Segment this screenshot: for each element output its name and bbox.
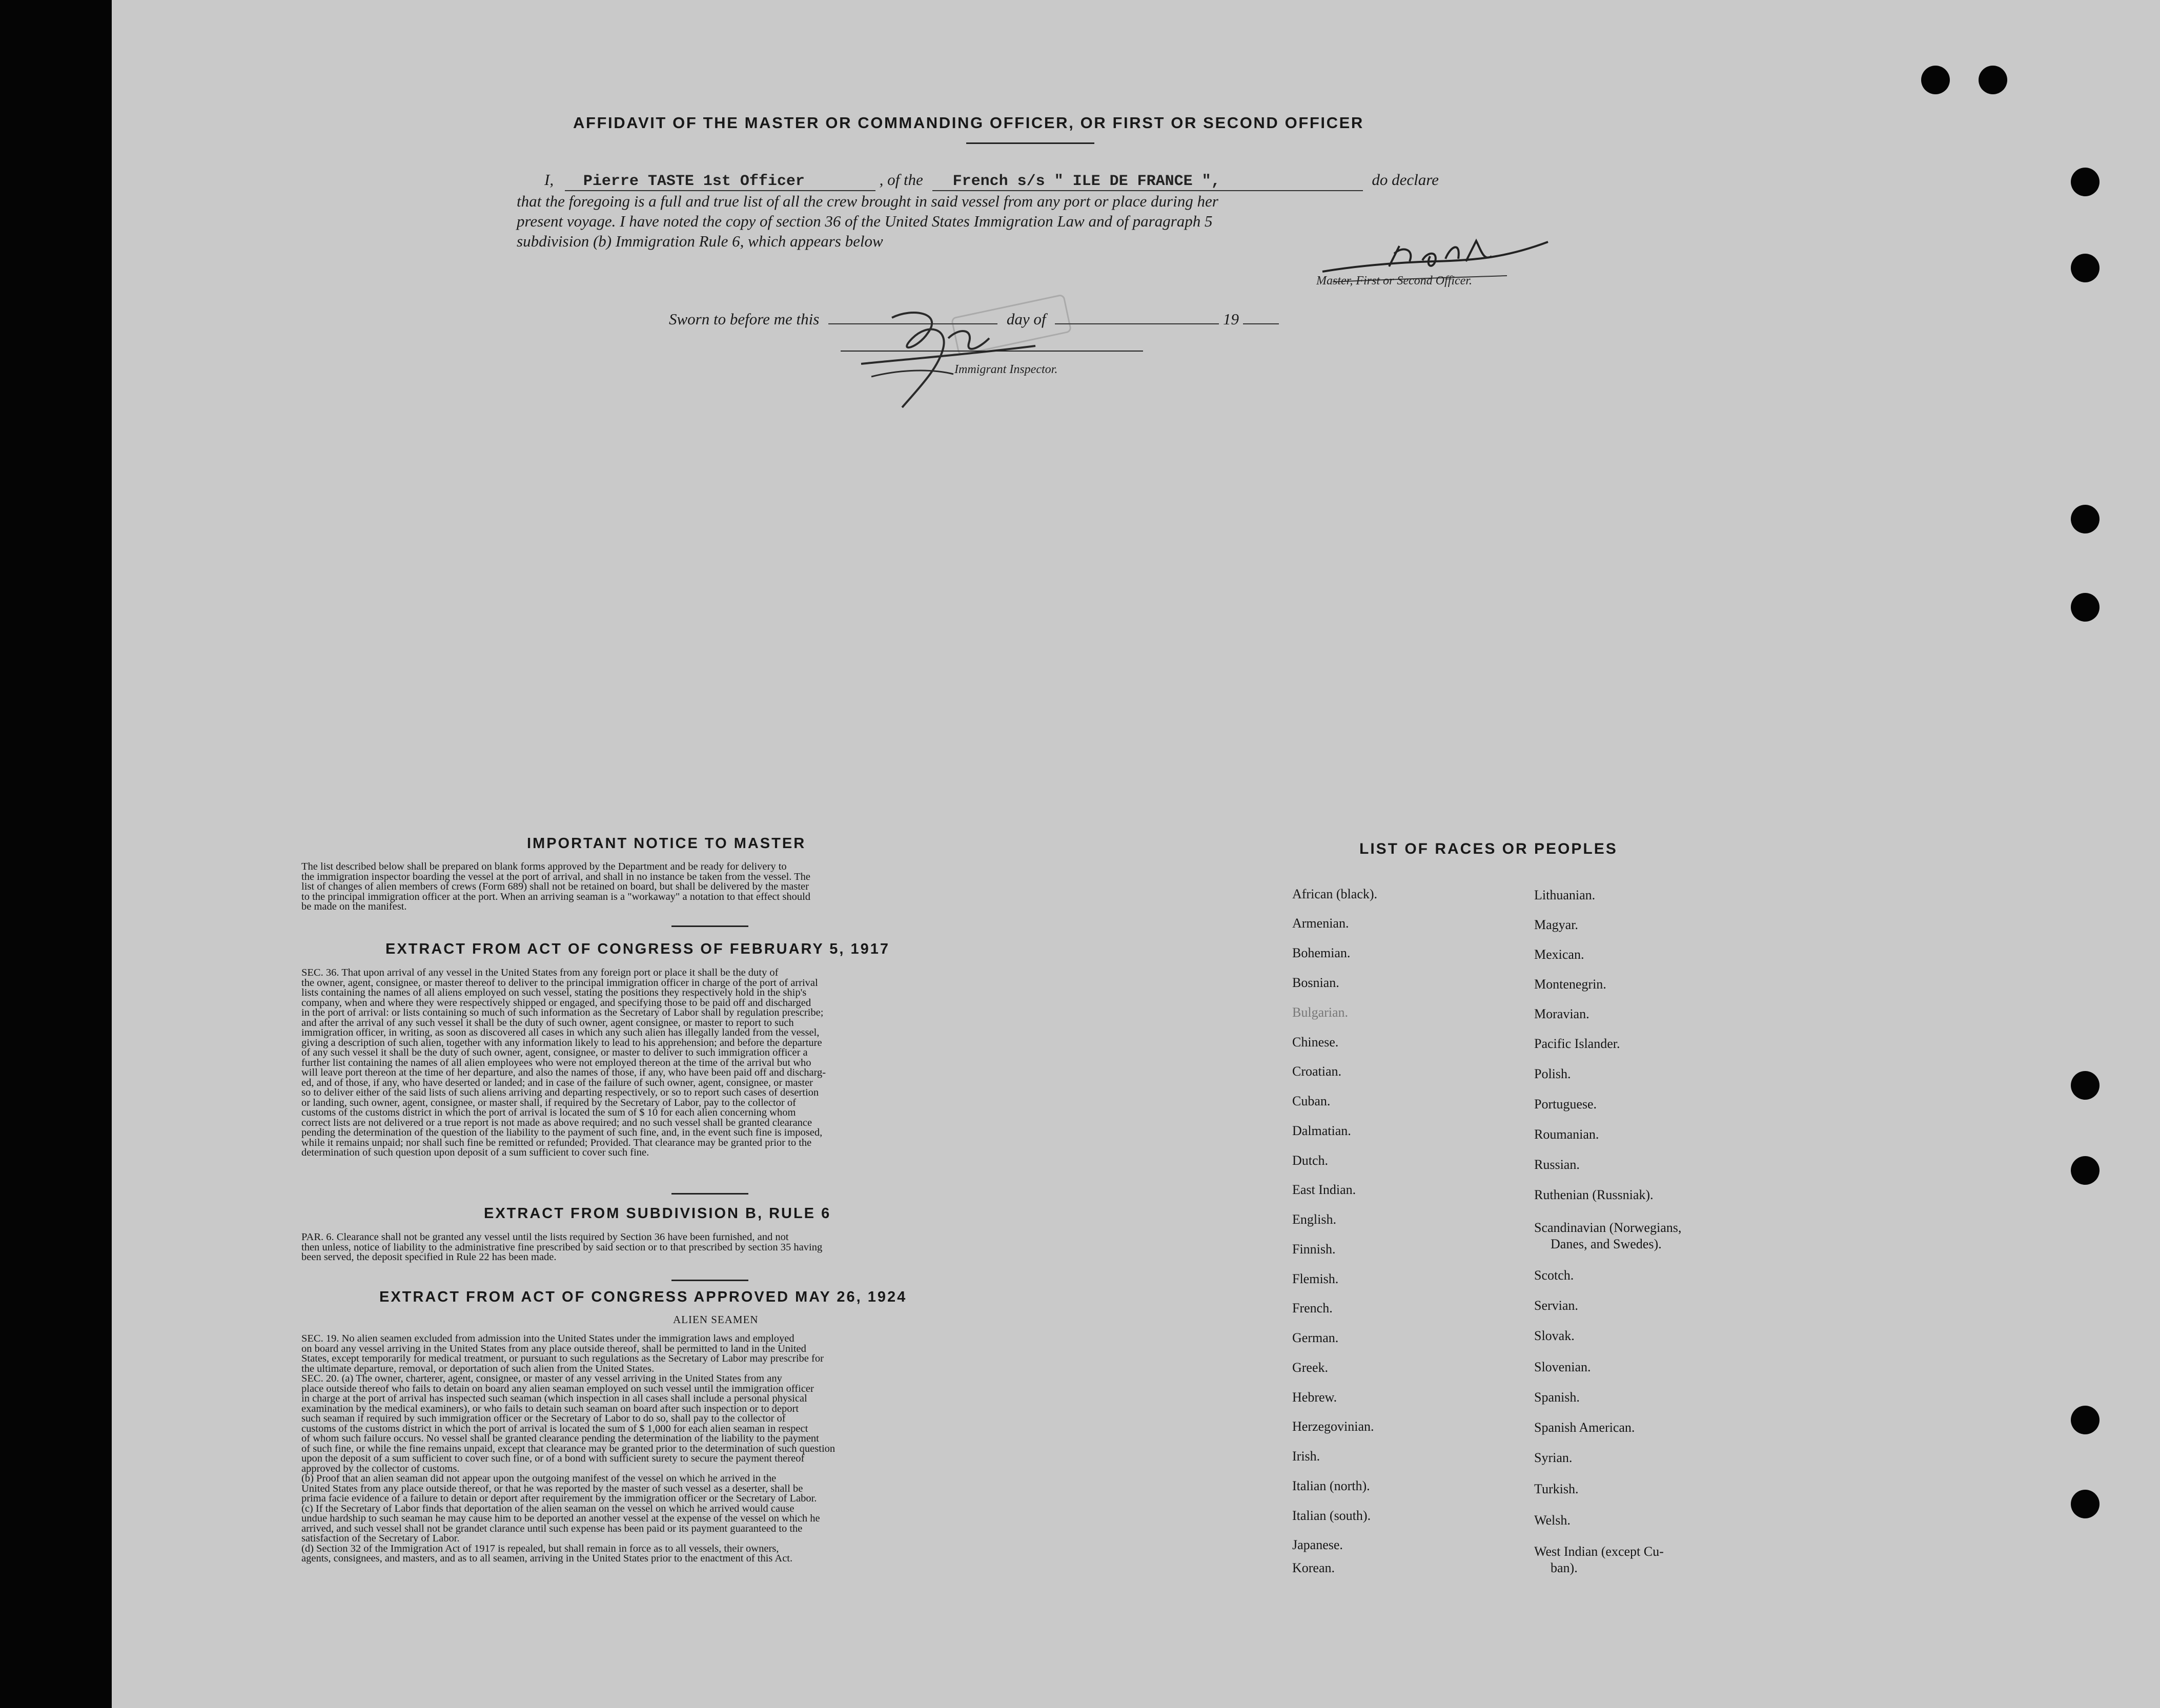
affidavit-title-rule [966,142,1094,144]
inspector-caption: Immigrant Inspector. [954,363,1058,376]
sworn-day-of: day of [1006,310,1046,328]
race-item: Irish. [1292,1449,1320,1464]
race-item: ban). [1551,1560,1578,1575]
scan-border-left [0,0,112,1708]
race-item: Servian. [1534,1298,1578,1313]
inspector-signature [841,297,1056,420]
race-item: Pacific Islander. [1534,1036,1620,1051]
race-item: Slovak. [1534,1328,1575,1343]
affidavit-line-1 [544,171,1439,191]
extract-1917-title: EXTRACT FROM ACT OF CONGRESS OF FEBRUARY 5, 1917 [385,941,890,957]
affidavit-do-declare: do declare [1372,171,1439,189]
punch-hole [2071,1156,2100,1185]
vessel-name-typed: French s/s " ILE DE FRANCE ", [952,173,1220,190]
race-item: African (black). [1292,887,1378,901]
race-item: Ruthenian (Russniak). [1534,1187,1654,1202]
race-item: Danes, and Swedes). [1551,1237,1662,1251]
race-item: German. [1292,1330,1339,1345]
affidavit-line-2: that the foregoing is a full and true list of all the crew brought in said vessel from any port or place during her [517,192,1218,210]
race-item: English. [1292,1212,1336,1227]
race-item: Bohemian. [1292,945,1351,960]
punch-hole [1979,66,2007,94]
notice-rule [671,925,748,927]
race-item: Bosnian. [1292,975,1339,990]
affidavit-line-3: present voyage. I have noted the copy of section 36 of the United States Immigration Law and of paragraph 5 [517,212,1213,230]
race-item: Welsh. [1534,1513,1571,1528]
punch-hole [2071,593,2100,622]
race-item: Spanish. [1534,1390,1580,1405]
sworn-prefix: Sworn to before me this [669,310,820,328]
race-item: Bulgarian. [1292,1005,1349,1020]
race-item: French. [1292,1301,1333,1315]
race-item: Chinese. [1292,1035,1339,1050]
race-item: Scandinavian (Norwegians, [1534,1220,1682,1235]
inspector-line [841,351,1143,352]
race-item: Moravian. [1534,1006,1590,1021]
race-item: Turkish. [1534,1481,1579,1496]
punch-hole [2071,1406,2100,1434]
extract-1917-body: SEC. 36. That upon arrival of any vessel in the United States from any foreign port or place it shall be the duty of the owner, agent, consignee, or master thereof to deliver to the principal immigration officer in charge of the port of arrival lists containing the names of all aliens employed on such vessel, stating the positions they respectively hold in the ship's company, when and where they were respectively shipped or engaged, and specifying those to be paid off and discharged in the port of arrival: or lists containing so much of such information as the Secretary of Labor shall by regulation prescribe; and after the arrival of any such vessel it shall be the duty of such owner, agent consignee, or master to report to such immigration officer, in writing, as soon as discovered all cases in which any such alien has illegally landed from the vessel, giving a description of such alien, together with any information likely to lead to his apprehension; and before the departure of any such vessel it shall be the duty of such owner, agent, consignee, or master to deliver to such immigration officer a further list containing the names of all alien employees who were not employed thereon at the time of the arrival but who will leave port thereon at the time of her departure, and also the names of those, if any, who have been paid off and discharg- ed, and of those, if any, who have deserted or landed; and in case of the failure of such owner, agent, consignee, or master so to deliver either of the said lists of such aliens arriving and departing respectively, or so to report such cases of desertion or landing, such owner, agent, consignee, or master shall, if required by the Secretary of Labor, pay to the collector of customs of the customs district in which the port of arrival is located the sum of $ 10 for each alien concerning whom correct lists are not delivered or a true report is not made as above required; and no such vessel shall be granted clearance pending the determination of the question of the liability to the payment of such fine, and, in the event such fine is imposed, while it remains unpaid; nor shall such fine be remitted or refunded; Provided. That clearance may be granted prior to the determination of such question upon deposit of a sum sufficient to cover such fine. [301,967,826,1158]
race-item: Greek. [1292,1360,1329,1375]
race-item: Polish. [1534,1066,1571,1081]
extract-1917-rule [671,1193,748,1195]
race-item: Italian (north). [1292,1478,1370,1493]
race-item: Herzegovinian. [1292,1419,1374,1434]
race-item: Croatian. [1292,1064,1342,1079]
race-item: Cuban. [1292,1094,1331,1108]
signature-caption: Master, First or Second Officer. [1316,274,1472,287]
affidavit-of-the: , of the [879,171,923,189]
punch-hole [1921,66,1950,94]
extract-1924-body: SEC. 19. No alien seamen excluded from admission into the United States under the immigration laws and employed on board any vessel arriving in the United States from any place outside thereof, shall be permitted to land in the United States, except temporarily for medical treatment, or pursuant to such regulations as the Secretary of Labor may prescribe for the ultimate departure, removal, or deportation of such alien from the United States. SEC. 20. (a) The owner, charterer, agent, consignee, or master of any vessel arriving in the United States from any place outside thereof who fails to detain on board any alien seaman employed on such vessel until the immigration officer in charge at the port of arrival has inspected such seaman (which inspection in all cases shall include a personal physical examination by the medical examiners), or who fails to detain such seaman on board after such inspection or to deport such seaman if required by such immigration officer or the Secretary of Labor to do so, shall pay to the collector of customs of the customs district in which the port of arrival is located the sum of $ 1,000 for each alien seaman in respect of whom such failure occurs. No vessel shall be granted clearance pending the determination of the liability to the payment of such fine, or while the fine remains unpaid, except that clearance may be granted prior to the determination of such question upon the deposit of a sum sufficient to cover such fine, or of a bond with sufficient surety to secure the payment thereof approved by the collector of customs. (b) Proof that an alien seaman did not appear upon the outgoing manifest of the vessel on which he arrived in the United States from any place outside thereof, or that he was reported by the master of such vessel as a deserter, shall be prima facie evidence of a failure to detain or deport after requirement by the immigration officer or the Secretary of Labor. (c) If the Secretary of Labor finds that deportation of the alien seaman on the vessel on which he arrived would cause undue hardship to such seaman he may cause him to be deported an another vessel at the expense of the vessel on which he arrived, and such vessel shall not be grandet clarance until such expense has been paid or its payment guaranteed to the satisfaction of the Secretary of Labor. (d) Section 32 of the Immigration Act of 1917 is repealed, but shall remain in force as to all vessels, their owners, agents, consignees, and masters, and as to all seamen, arriving in the United States prior to the enactment of this Act. [301,1333,836,1564]
race-item: Japanese. [1292,1537,1343,1552]
race-item: Dutch. [1292,1153,1329,1168]
punch-hole [2071,505,2100,533]
race-item: Finnish. [1292,1242,1336,1257]
race-item: Lithuanian. [1534,888,1596,902]
race-item: Magyar. [1534,917,1578,932]
race-item: West Indian (except Cu- [1534,1544,1664,1559]
notice-title: IMPORTANT NOTICE TO MASTER [527,835,806,852]
race-item: Montenegrin. [1534,977,1606,992]
extract-rule6-body: PAR. 6. Clearance shall not be granted any vessel until the lists required by Section 36 have been furnished, and not then unless, notice of liability to the administrative fine prescribed by said section or to that prescribed by section 35 having been served, the deposit specified in Rule 22 has been made. [301,1231,823,1263]
race-item: Scotch. [1534,1268,1574,1283]
punch-hole [2071,254,2100,282]
race-item: Portuguese. [1534,1097,1597,1112]
race-item: Mexican. [1534,947,1584,962]
affidavit-line-4: subdivision (b) Immigration Rule 6, which appears below [517,232,883,250]
extract-1924-subtitle: ALIEN SEAMEN [673,1313,759,1326]
race-item: Flemish. [1292,1271,1339,1286]
sworn-year: 19 [1222,310,1239,328]
race-item: Dalmatian. [1292,1123,1351,1138]
race-item: Slovenian. [1534,1360,1591,1374]
vessel-name-field [932,171,1363,191]
race-item: Russian. [1534,1157,1580,1172]
race-item: Syrian. [1534,1450,1573,1465]
punch-hole [2071,1071,2100,1100]
punch-hole [2071,1490,2100,1518]
officer-name-typed: Pierre TASTE 1st Officer [583,173,805,190]
sworn-year-field [1243,323,1279,324]
race-item: Hebrew. [1292,1390,1337,1405]
race-item: Armenian. [1292,916,1349,931]
extract-rule6-title: EXTRACT FROM SUBDIVISION B, RULE 6 [484,1205,831,1222]
race-item: Italian (south). [1292,1508,1371,1523]
race-item: East Indian. [1292,1182,1356,1197]
notice-body: The list described below shall be prepared on blank forms approved by the Department and be ready for delivery to the immigration inspector boarding the vessel at the port of arrival, and shall in no instance be taken from the vessel. The list of changes of alien members of crews (Form 689) shall not be retained on board, but shall be delivered by the master to the principal immigration officer at the port. When an arriving seaman is a "workaway" a notation to that effect should be made on the manifest. [301,861,811,912]
punch-hole [2071,168,2100,196]
race-item: Roumanian. [1534,1127,1599,1142]
extract-rule6-rule [671,1280,748,1281]
affidavit-title: AFFIDAVIT OF THE MASTER OR COMMANDING OFFICER, OR FIRST OR SECOND OFFICER [573,114,1364,132]
affidavit-prefix: I, [544,171,554,189]
race-item: Spanish American. [1534,1420,1635,1435]
races-title: LIST OF RACES OR PEOPLES [1359,840,1618,857]
sworn-month-field [1055,323,1219,324]
extract-1924-title: EXTRACT FROM ACT OF CONGRESS APPROVED MAY 26, 1924 [379,1289,907,1305]
officer-name-field [565,171,875,191]
race-item: Korean. [1292,1560,1335,1575]
